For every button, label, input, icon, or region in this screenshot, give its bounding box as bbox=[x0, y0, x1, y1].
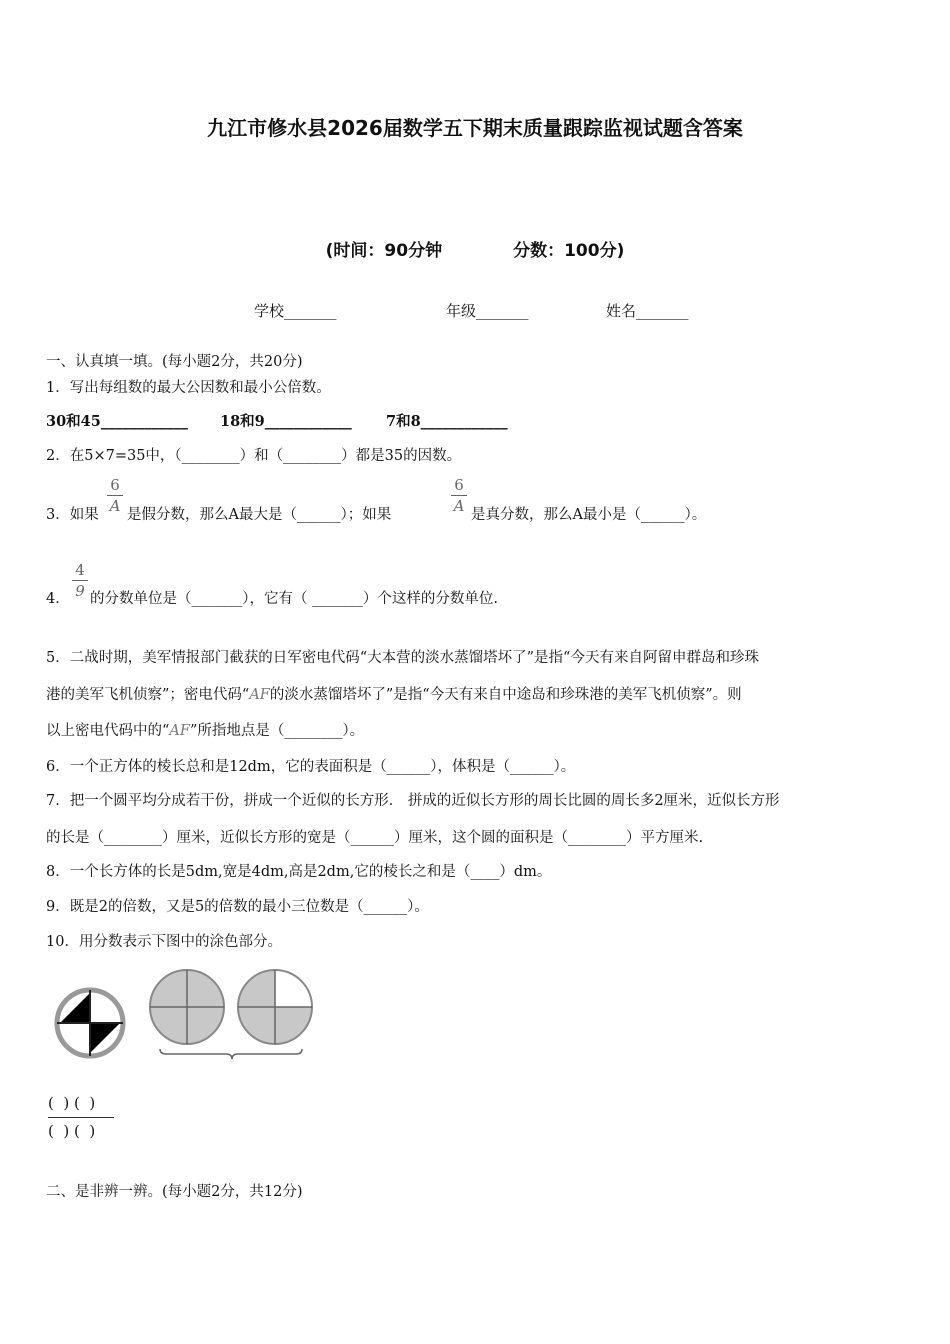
question-8: 8．一个长方体的长是5dm,宽是4dm,高是2dm,它的棱长之和是（____）dm。 bbox=[46, 864, 552, 880]
fraction-numerator: 6 bbox=[110, 476, 120, 494]
fraction-bar bbox=[451, 495, 467, 496]
question-5-line-3 bbox=[46, 719, 364, 740]
fraction-numerator: 6 bbox=[454, 476, 464, 494]
section2-heading: 二、是非辨一辨。(每小题2分，共12分) bbox=[46, 1184, 303, 1200]
fraction-denominator: A bbox=[109, 497, 121, 515]
q5-line3-b: ”所指地点是（________）。 bbox=[189, 723, 365, 739]
question-4-prefix: 4． bbox=[46, 591, 70, 607]
question-4-text: 的分数单位是（_______），它有（ _______）个这样的分数单位. bbox=[90, 591, 498, 607]
grade-field[interactable]: 年级_______ bbox=[446, 302, 529, 320]
question-5-line-2 bbox=[46, 683, 742, 704]
name-field[interactable]: 姓名_______ bbox=[606, 302, 689, 320]
fraction-6-over-a bbox=[107, 476, 123, 515]
q10-answer-fraction-bar bbox=[48, 1117, 114, 1118]
question-2: 2．在5×7=35中，（________）和（________）都是35的因数。 bbox=[46, 448, 462, 464]
fraction-denominator: A bbox=[453, 497, 465, 515]
question-3-middle: 是假分数，那么A最大是（______）；如果 bbox=[127, 507, 392, 523]
fraction-numerator: 4 bbox=[75, 561, 85, 579]
two-circles-figure bbox=[146, 965, 316, 1063]
question-1: 1．写出每组数的最大公因数和最小公倍数。 bbox=[46, 380, 331, 396]
question-7-line-2: 的长是（________）厘米，近似长方形的宽是（______）厘米，这个圆的面积是（________）平方厘米. bbox=[46, 830, 704, 846]
question-6: 6．一个正方体的棱长总和是12dm，它的表面积是（______），体积是（______）。 bbox=[46, 759, 576, 775]
question-9: 9．既是2的倍数，又是5的倍数的最小三位数是（______）。 bbox=[46, 899, 429, 915]
school-field[interactable]: 学校_______ bbox=[254, 302, 337, 320]
fraction-denominator: 9 bbox=[75, 582, 85, 600]
shaded-circle-figure bbox=[52, 985, 128, 1061]
question-3-prefix: 3．如果 bbox=[46, 507, 99, 523]
question-5-line-1: 5．二战时期，美军情报部门截获的日军密电代码“大本营的淡水蒸馏塔坏了”是指“今天有来自阿留申群岛和珍珠 bbox=[46, 650, 759, 666]
brace bbox=[160, 1049, 302, 1059]
q10-answer-denominators: ( ) ( ) bbox=[48, 1122, 96, 1140]
page-title: 九江市修水县2026届数学五下期末质量跟踪监视试题含答案 bbox=[207, 116, 743, 140]
fraction-4-over-9 bbox=[72, 561, 88, 600]
q1-pair-2: 18和9____________ bbox=[220, 413, 352, 430]
q1-pair-3: 7和8____________ bbox=[386, 413, 508, 430]
q10-answer-numerators: ( ) ( ) bbox=[48, 1094, 96, 1112]
q5-line2-a: 港的美军飞机侦察”；密电代码“ bbox=[46, 687, 250, 703]
q5-af-code: AF bbox=[249, 687, 270, 703]
question-3-suffix: 是真分数，那么A最小是（______）。 bbox=[471, 507, 707, 523]
exam-info: (时间：90分钟 分数：100分) bbox=[325, 241, 625, 261]
q1-pair-1: 30和45____________ bbox=[46, 413, 188, 430]
section1-heading: 一、认真填一填。(每小题2分，共20分) bbox=[46, 354, 303, 370]
fraction-bar bbox=[72, 580, 88, 581]
question-10: 10．用分数表示下图中的涂色部分。 bbox=[46, 934, 282, 950]
question-7-line-1: 7．把一个圆平均分成若干份，拼成一个近似的长方形． 拼成的近似长方形的周长比圆的周长多2厘米，近似长方形 bbox=[46, 793, 780, 809]
q5-af-code-2: AF bbox=[169, 723, 190, 739]
fraction-bar bbox=[107, 495, 123, 496]
q5-line3-a: 以上密电代码中的“ bbox=[46, 723, 170, 739]
q5-line2-b: 的淡水蒸馏塔坏了”是指“今天有来自中途岛和珍珠港的美军飞机侦察”。则 bbox=[269, 687, 742, 703]
fraction-6-over-a-2 bbox=[451, 476, 467, 515]
